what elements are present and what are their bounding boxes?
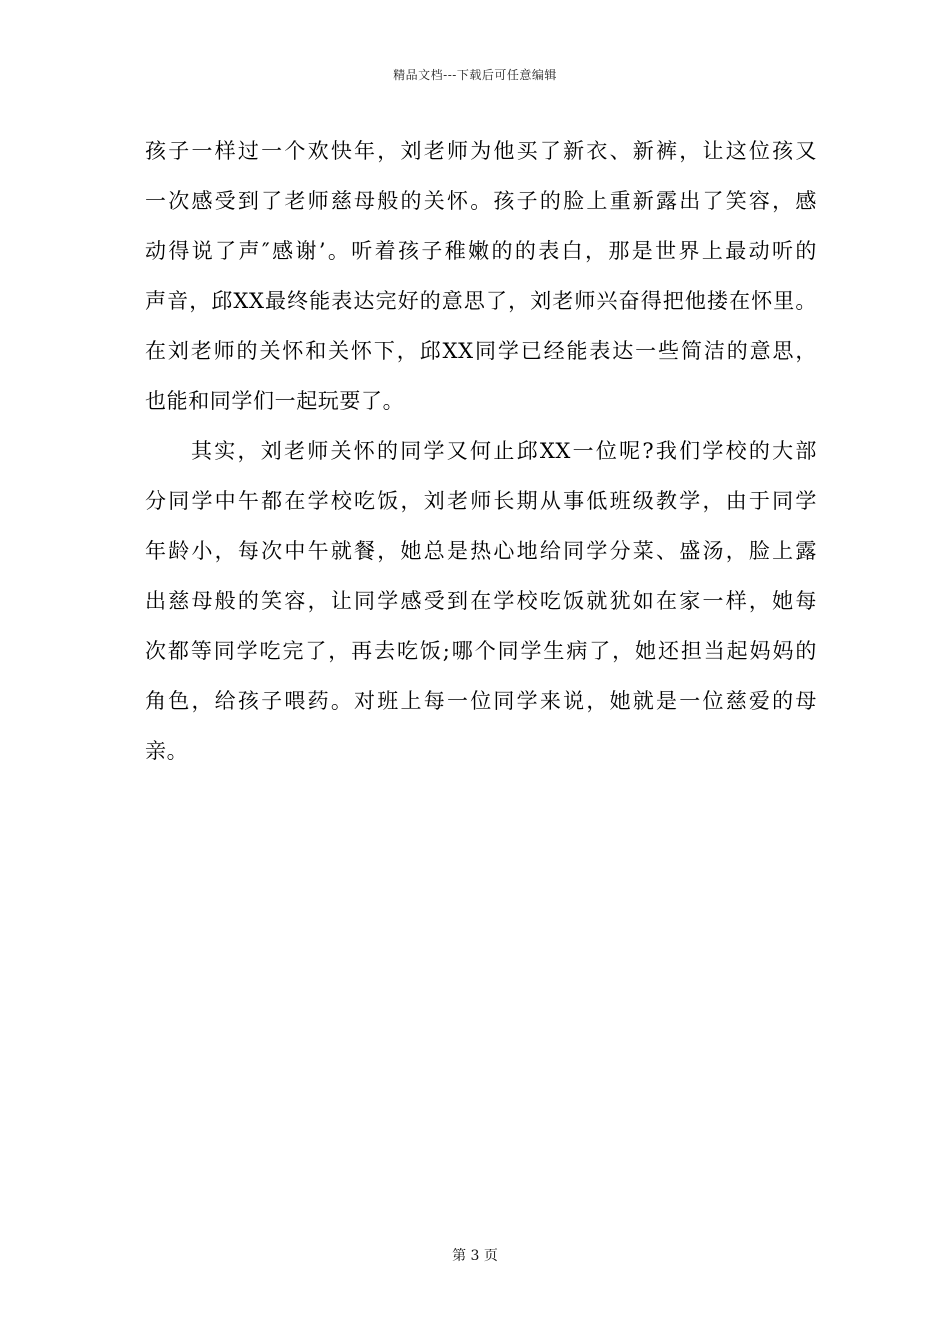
text-line: 年龄小，每次中午就餐，她总是热心地给同学分菜、盛汤，脸上露 [145, 539, 817, 563]
text-line: 分同学中午都在学校吃饭，刘老师长期从事低班级教学，由于同学 [145, 489, 817, 513]
text-line: 亲。 [145, 739, 189, 763]
paragraph-2 [145, 426, 817, 776]
text-line: 动得说了声″感谢’。听着孩子稚嫩的的表白，那是世界上最动听的 [145, 239, 817, 263]
document-body [145, 126, 817, 776]
page-header: 精品文档---下载后可任意编辑 [393, 68, 557, 82]
text-line: 其实，刘老师关怀的同学又何止邱XX一位呢?我们学校的大部 [191, 439, 817, 463]
text-line: 一次感受到了老师慈母般的关怀。孩子的脸上重新露出了笑容，感 [145, 189, 817, 213]
page-number: 第 3 页 [452, 1248, 498, 1264]
text-line: 次都等同学吃完了，再去吃饭;哪个同学生病了，她还担当起妈妈的 [145, 639, 817, 663]
text-line: 声音，邱XX最终能表达完好的意思了，刘老师兴奋得把他搂在怀里。 [145, 289, 817, 313]
text-line: 出慈母般的笑容，让同学感受到在学校吃饭就犹如在家一样，她每 [145, 589, 817, 613]
paragraph-1 [145, 126, 817, 426]
text-line: 角色，给孩子喂药。对班上每一位同学来说，她就是一位慈爱的母 [145, 689, 817, 713]
text-line: 在刘老师的关怀和关怀下，邱XX同学已经能表达一些简洁的意思， [145, 339, 817, 363]
text-line: 也能和同学们一起玩要了。 [145, 389, 405, 413]
text-line: 孩子一样过一个欢快年，刘老师为他买了新衣、新裤，让这位孩又 [145, 139, 817, 163]
